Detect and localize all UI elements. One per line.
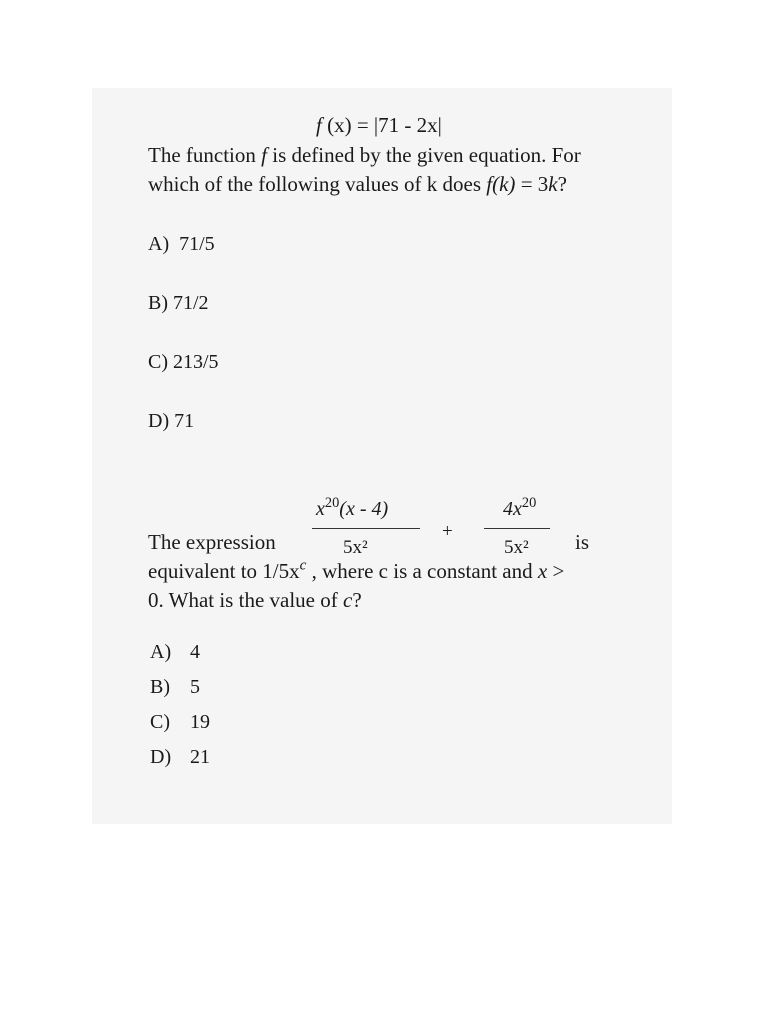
fraction2-num-exp: 20	[521, 495, 537, 512]
prompt-text: 0. What is the value of	[148, 588, 343, 612]
function-rhs: = |71 - 2x|	[351, 113, 442, 137]
question2-suffix: is	[575, 530, 590, 554]
question2-option-c[interactable]	[150, 711, 210, 734]
option-value: 4	[190, 641, 200, 663]
fraction1-num-exp: 20	[324, 495, 340, 512]
exponent-c: c	[299, 557, 307, 574]
function-arg: (x)	[321, 113, 352, 137]
option-label: A)	[150, 641, 172, 663]
option-label: D)	[150, 746, 172, 768]
question2-prefix: The expression	[148, 530, 276, 554]
plus-sign: +	[442, 521, 453, 542]
fraction1-denominator: 5x²	[343, 537, 368, 558]
option-label: C)	[150, 711, 170, 733]
question1-option-d[interactable]	[148, 410, 194, 433]
question2-prompt-line2	[148, 559, 564, 584]
prompt-text: = 3	[515, 172, 549, 196]
question2-option-a[interactable]	[150, 641, 200, 664]
question1-prompt-line2	[148, 172, 567, 197]
prompt-text: The function	[148, 143, 262, 167]
prompt-f: f	[261, 143, 267, 167]
option-value: 213/5	[173, 351, 219, 373]
question2-prompt-line3	[148, 588, 362, 613]
fraction2-num-base: 4x	[503, 498, 522, 520]
fraction2-bar	[484, 528, 550, 529]
question1-prompt-line1	[148, 143, 581, 168]
option-value: 21	[190, 746, 210, 768]
prompt-text: is defined by the given equation. For	[266, 143, 581, 167]
prompt-k: k	[548, 172, 558, 196]
option-value: 71/2	[173, 292, 209, 314]
question2-option-d[interactable]	[150, 746, 210, 769]
fraction1-numerator	[316, 495, 389, 521]
function-equation	[316, 113, 442, 138]
option-label: A)	[148, 233, 170, 255]
function-name: f	[316, 113, 322, 137]
fraction1-bar	[312, 528, 420, 529]
fraction2-numerator	[503, 495, 537, 521]
option-value: 71/5	[179, 233, 215, 255]
option-value: 71	[174, 410, 195, 432]
question1-option-b[interactable]	[148, 292, 209, 315]
fraction2-denominator: 5x²	[504, 537, 529, 558]
option-label: B)	[148, 292, 168, 314]
option-label: B)	[150, 676, 170, 698]
prompt-fk: f(k)	[486, 172, 516, 196]
question1-option-c[interactable]	[148, 351, 219, 374]
prompt-text: which of the following values of k does	[148, 172, 487, 196]
option-value: 5	[190, 676, 200, 698]
question2-option-b[interactable]	[150, 676, 200, 699]
prompt-x: x	[537, 559, 548, 583]
prompt-text: , where c is a constant and	[306, 559, 538, 583]
prompt-text: ?	[557, 172, 567, 196]
prompt-c: c	[342, 588, 353, 612]
fraction1-num-rest: (x - 4)	[339, 498, 389, 520]
option-value: 19	[190, 711, 210, 733]
prompt-text: ?	[352, 588, 362, 612]
option-label: C)	[148, 351, 168, 373]
option-label: D)	[148, 410, 170, 432]
fraction1-num-base: x	[316, 498, 325, 520]
prompt-text: equivalent to 1/5x	[148, 559, 300, 583]
question1-option-a[interactable]	[148, 233, 215, 256]
prompt-text: >	[547, 559, 565, 583]
